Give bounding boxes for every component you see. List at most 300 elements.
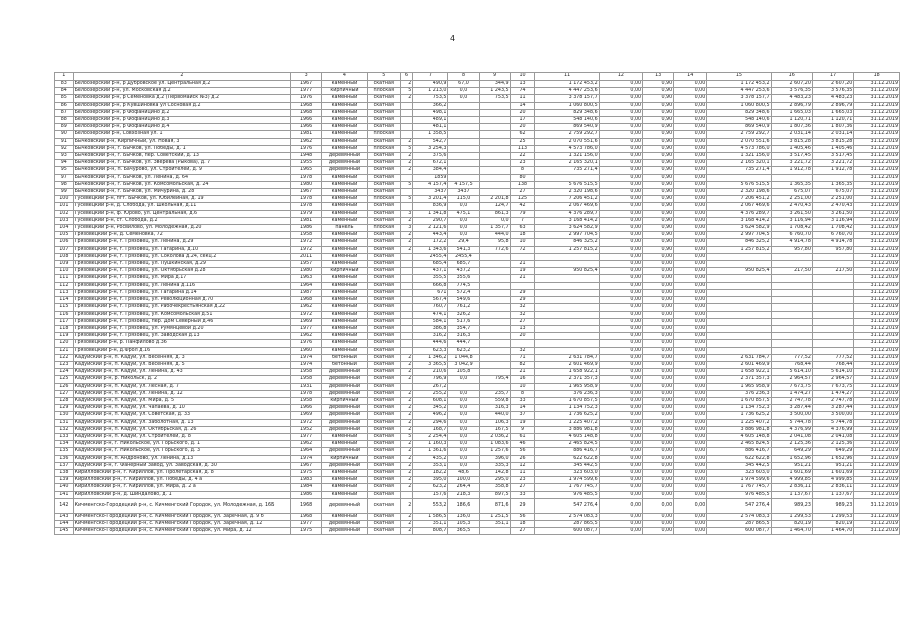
table-cell: 0,00 [643, 397, 674, 404]
table-cell: 0,00 [674, 117, 707, 124]
table-cell: 1 670 857,5 [707, 397, 771, 404]
table-cell: 186,6 [448, 498, 479, 513]
table-cell: 2 [400, 369, 412, 376]
table-cell: кирпичный [322, 88, 368, 95]
table-cell: 0,0 [448, 412, 479, 419]
table-cell: 3 365,5 [413, 361, 448, 368]
table-row [55, 477, 900, 484]
table-cell [707, 261, 771, 268]
table-cell: 671 [413, 289, 448, 296]
table-cell: 98 [55, 181, 74, 188]
table-cell: 0,00 [674, 491, 707, 498]
table-cell: 437,1 [413, 268, 448, 275]
table-cell: 0,00 [643, 361, 674, 368]
table-cell: скатная [367, 390, 400, 397]
table-cell: 559,8 [479, 397, 510, 404]
table-cell [479, 282, 510, 289]
table-cell: каменный [322, 469, 368, 476]
table-cell: 444,7 [448, 340, 479, 347]
table-cell: 5 744,78 [812, 419, 853, 426]
table-cell: 0,00 [674, 333, 707, 340]
table-cell: 12 [510, 462, 535, 469]
table-cell: 0,0 [448, 376, 479, 383]
table-cell: 1 767 745,7 [707, 484, 771, 491]
table-cell: деревянный [322, 419, 368, 426]
table-cell: скатная [367, 289, 400, 296]
table-cell [510, 253, 535, 260]
table-cell: 2 997 704,5 [535, 232, 599, 239]
table-cell [535, 289, 599, 296]
table-cell: Кадуйский р-н, п. Кадуй, ул. Лесная, д. 7 [73, 383, 290, 390]
table-cell: 157,6 [413, 491, 448, 498]
table-cell: скатная [367, 347, 400, 354]
table-cell: 210,6 [413, 369, 448, 376]
table-cell: 1 405,46 [771, 145, 812, 152]
table-cell: 4 157,5 [448, 181, 479, 188]
table-cell: 104 [55, 225, 74, 232]
table-row [55, 318, 900, 325]
table-cell: 5 [400, 88, 412, 95]
table-cell [479, 181, 510, 188]
table-cell: 2 [400, 405, 412, 412]
table-cell: 3 254,3 [413, 145, 448, 152]
table-cell: 548 140,6 [707, 117, 771, 124]
table-cell [812, 289, 853, 296]
table-cell: 316,3 [448, 333, 479, 340]
table-cell: 1 257,6 [479, 448, 510, 455]
table-cell: каменный [322, 81, 368, 88]
table-cell: 950 825,4 [707, 268, 771, 275]
table-cell: 0,00 [674, 138, 707, 145]
table-cell: 2 [400, 239, 412, 246]
table-cell: 0,00 [674, 109, 707, 116]
table-cell: 768,44 [812, 361, 853, 368]
table-cell: 1 257 815,2 [535, 246, 599, 253]
table-cell: 2455,4 [413, 253, 448, 260]
table-cell: 623,2 [413, 484, 448, 491]
table-cell: 0,00 [674, 477, 707, 484]
table-cell: 2 470,43 [771, 203, 812, 210]
table-cell: Белоозерский р-н, ул. Московская д.2 [73, 88, 290, 95]
table-cell: 108 [55, 253, 74, 260]
table-cell: 335,3 [479, 462, 510, 469]
table-cell [479, 253, 510, 260]
table-cell: 0,00 [674, 419, 707, 426]
table-cell: 1 060 800,5 [535, 102, 599, 109]
table-cell: скатная [367, 513, 400, 520]
table-cell: 846 325,2 [707, 239, 771, 246]
table-cell: 0,00 [599, 397, 642, 404]
table-cell: 0,00 [643, 311, 674, 318]
table-cell: каменный [322, 282, 368, 289]
table-cell: 768,44 [771, 361, 812, 368]
table-cell: Грязовецкий р-н, г. Грязовец, ул. Ленина, д.29 [73, 239, 290, 246]
table-cell: каменный [322, 253, 368, 260]
table-cell: Грязовецкий р-н, г. Грязовец, ул. Ленина д.116 [73, 282, 290, 289]
table-cell: 27 [510, 318, 535, 325]
table-cell: 2 964,57 [812, 376, 853, 383]
table-cell: 290,7 [413, 217, 448, 224]
table-cell: 0,90 [643, 102, 674, 109]
table-cell: 22 [510, 153, 535, 160]
table-cell: 0,00 [674, 469, 707, 476]
table-cell: 2 371 357,3 [707, 376, 771, 383]
table-cell: Кадуйский р-н, п. Кадуй, ул. Заболотная, д. 13 [73, 419, 290, 426]
table-cell [400, 347, 412, 354]
table-cell [479, 167, 510, 174]
table-cell: 295,0 [479, 477, 510, 484]
table-cell: 0,00 [643, 528, 674, 535]
table-cell: 871,6 [479, 498, 510, 513]
table-cell [479, 145, 510, 152]
table-cell: 0,00 [643, 433, 674, 440]
table-cell: каменный [322, 117, 368, 124]
table-cell: деревянный [322, 167, 368, 174]
table-cell: 0,00 [674, 232, 707, 239]
table-cell: 351,1 [413, 520, 448, 527]
table-cell: 1962 [291, 441, 322, 448]
table-cell: 83 [55, 81, 74, 88]
table-row [55, 311, 900, 318]
table-cell [535, 261, 599, 268]
table-cell: деревянный [322, 390, 368, 397]
table-cell: 0,00 [674, 167, 707, 174]
table-cell: 1 361,6 [413, 448, 448, 455]
table-cell: 31.12.2019 [854, 484, 900, 491]
table-cell: 0,00 [599, 369, 642, 376]
table-cell [535, 333, 599, 340]
table-cell [479, 160, 510, 167]
table-cell: 396,0 [479, 455, 510, 462]
table-cell: 950 825,4 [535, 268, 599, 275]
table-row [55, 354, 900, 361]
table-row [55, 390, 900, 397]
table-cell: 0,00 [674, 131, 707, 138]
table-cell: 474,1 [413, 311, 448, 318]
table-cell: скатная [367, 282, 400, 289]
table-cell: 600 087,7 [535, 528, 599, 535]
table-cell: каменный [322, 174, 368, 181]
table-cell: 33 [510, 491, 535, 498]
table-cell: 326,2 [448, 311, 479, 318]
table-row [55, 419, 900, 426]
table-cell: 3 378 157,7 [707, 95, 771, 102]
table-cell: каменный [322, 333, 368, 340]
table-cell: 1972 [291, 311, 322, 318]
table-cell: 87 [55, 109, 74, 116]
table-cell [479, 304, 510, 311]
table-cell: 31.12.2019 [854, 282, 900, 289]
table-cell: 0,00 [674, 253, 707, 260]
table-cell: 127 [55, 390, 74, 397]
table-cell [479, 189, 510, 196]
table-cell: 140 [55, 484, 74, 491]
table-cell: 31.12.2019 [854, 412, 900, 419]
table-cell [400, 282, 412, 289]
table-cell: 19 [510, 419, 535, 426]
table-cell: 1948 [291, 153, 322, 160]
table-cell: 753,5 [479, 95, 510, 102]
table-cell: 1 912,78 [812, 167, 853, 174]
table-cell [812, 275, 853, 282]
table-cell: 5 [400, 196, 412, 203]
table-cell [448, 124, 479, 131]
table-cell [479, 325, 510, 332]
page-number: 4 [449, 34, 456, 43]
table-cell: 1 974 599,6 [707, 477, 771, 484]
table-cell: 989,23 [812, 498, 853, 513]
table-cell [707, 289, 771, 296]
table-cell: 443,4 [413, 232, 448, 239]
table-cell: 106 [55, 239, 74, 246]
table-cell: 0,0 [448, 433, 479, 440]
table-cell: 897,5 [479, 491, 510, 498]
table-cell: 168,7 [413, 426, 448, 433]
table-cell: 376 236,3 [535, 390, 599, 397]
table-cell [479, 153, 510, 160]
table-cell: 0,00 [674, 246, 707, 253]
table-cell: 666,8 [413, 282, 448, 289]
table-cell: 0,00 [674, 160, 707, 167]
table-cell: скатная [367, 95, 400, 102]
table-cell: 2 254,4 [413, 433, 448, 440]
table-cell: 1 405,46 [812, 145, 853, 152]
table-cell: деревянный [322, 369, 368, 376]
table-cell: 548 140,6 [535, 117, 599, 124]
table-cell [400, 318, 412, 325]
table-cell: 0,00 [643, 340, 674, 347]
table-cell: 0,00 [643, 347, 674, 354]
table-cell [771, 282, 812, 289]
table-cell: 1987 [291, 289, 322, 296]
table-cell: 0,00 [674, 397, 707, 404]
table-cell: 1978 [291, 390, 322, 397]
table-cell: 0,0 [479, 217, 510, 224]
table-cell: скатная [367, 124, 400, 131]
table-cell: 9 [510, 426, 535, 433]
table-cell: 105,8 [448, 369, 479, 376]
table-cell: 120 [55, 340, 74, 347]
table-cell: 384,4 [413, 167, 448, 174]
table-cell: 0,00 [599, 297, 642, 304]
table-cell: 0,00 [599, 131, 642, 138]
table-cell: 829 348,6 [707, 109, 771, 116]
table-cell [400, 117, 412, 124]
table-cell: 0,00 [674, 225, 707, 232]
table-cell: 267,2 [413, 383, 448, 390]
table-cell: 542,7 [413, 138, 448, 145]
table-cell: 0,00 [599, 361, 642, 368]
table-cell: 31.12.2019 [854, 145, 900, 152]
table-cell: 0,00 [599, 253, 642, 260]
table-cell [479, 333, 510, 340]
table-cell: 0,00 [599, 261, 642, 268]
table-cell: 37 [510, 412, 535, 419]
table-cell: 112 [55, 282, 74, 289]
table-cell: 31.12.2019 [854, 340, 900, 347]
table-cell [479, 289, 510, 296]
table-cell: 0,00 [599, 225, 642, 232]
table-cell: 2 [400, 426, 412, 433]
table-cell: 0,00 [674, 433, 707, 440]
table-cell: 489,1 [413, 117, 448, 124]
table-cell: 0,90 [643, 95, 674, 102]
table-cell: 0,00 [643, 253, 674, 260]
table-cell: каменный [322, 325, 368, 332]
table-cell: 3 168 414,2 [707, 217, 771, 224]
table-cell: Белоозерский р-н, Совхозная ул. 1 [73, 131, 290, 138]
table-cell: 0,00 [599, 528, 642, 535]
table-cell: 0,00 [599, 181, 642, 188]
table-cell: 2455,4 [448, 253, 479, 260]
table-cell: 10 [510, 239, 535, 246]
table-cell: 2 836,11 [771, 484, 812, 491]
table-cell: 0,00 [674, 405, 707, 412]
table-cell: 1 767 745,7 [535, 484, 599, 491]
table-cell: 4 605 148,8 [707, 433, 771, 440]
table-cell: Кирилловский р-н, г. Кириллов, ул. Пролетарская, д. 8 [73, 469, 290, 476]
table-cell: 0,0 [448, 390, 479, 397]
table-cell: 31.12.2019 [854, 397, 900, 404]
table-cell [400, 261, 412, 268]
table-cell [771, 347, 812, 354]
table-cell: 0,00 [599, 426, 642, 433]
table-cell [400, 297, 412, 304]
table-row [55, 333, 900, 340]
table-cell: 139 [55, 477, 74, 484]
table-cell: 136 [55, 455, 74, 462]
table-cell: Кадуйский р-н, п. Кадуй, ул. Октябрьская, д. 26 [73, 426, 290, 433]
table-cell: 0,00 [599, 282, 642, 289]
table-cell: 1957 [291, 261, 322, 268]
table-cell: 94 [55, 160, 74, 167]
table-cell: 3 042,9 [448, 361, 479, 368]
table-cell: 2 371 357,3 [535, 376, 599, 383]
table-cell: 951,21 [812, 462, 853, 469]
table-cell: 4 483,23 [812, 95, 853, 102]
table-cell: 1967 [291, 189, 322, 196]
table-cell: 0,00 [674, 282, 707, 289]
table-cell: 957,80 [812, 246, 853, 253]
table-cell: 1 225 407,2 [707, 419, 771, 426]
table-cell: скатная [367, 361, 400, 368]
table-cell [479, 354, 510, 361]
table-row [55, 196, 900, 203]
table-cell: 2 [400, 441, 412, 448]
table-cell: Гусевецкий р-н, пгт. Бычков, ул. Юбилейная, д. 19 [73, 196, 290, 203]
table-cell: 105 [55, 232, 74, 239]
table-cell: 31.12.2019 [854, 153, 900, 160]
table-cell: 0,00 [643, 282, 674, 289]
table-cell: скатная [367, 109, 400, 116]
table-cell: 5 614,10 [812, 369, 853, 376]
table-cell: скатная [367, 383, 400, 390]
table-cell [812, 297, 853, 304]
table-cell: 1974 [291, 354, 322, 361]
table-cell: 0,90 [643, 181, 674, 188]
table-cell: 0,00 [643, 469, 674, 476]
table-cell [535, 311, 599, 318]
table-cell: 18 [510, 232, 535, 239]
table-cell: 1967 [291, 462, 322, 469]
table-cell: 735 271,4 [535, 167, 599, 174]
table-cell: 89 [55, 124, 74, 131]
table-cell: 3437 [413, 189, 448, 196]
table-row [55, 441, 900, 448]
table-cell: 0,90 [643, 153, 674, 160]
table-row [55, 513, 900, 520]
table-cell: 0,00 [599, 491, 642, 498]
table-cell: 2 067 469,6 [707, 203, 771, 210]
table-cell: каменный [322, 513, 368, 520]
table-cell: 0,00 [674, 498, 707, 513]
table-row [55, 347, 900, 354]
table-cell: Грязовецкий р-н, г. Грязовец, ул. Гагарина, д.10 [73, 246, 290, 253]
table-cell: скатная [367, 167, 400, 174]
header-cell: 10 [510, 73, 535, 81]
table-cell [771, 318, 812, 325]
table-cell [812, 347, 853, 354]
table-cell: 0,00 [674, 210, 707, 217]
table-cell: 672,1 [413, 160, 448, 167]
table-cell: Кирилловский р-н, г. Кириллов, ул. Мира, д. 2 а [73, 484, 290, 491]
table-cell: 2 070 551,6 [707, 138, 771, 145]
table-cell: 836,9 [413, 203, 448, 210]
table-cell: 128 [55, 397, 74, 404]
table-cell: 31.12.2019 [854, 462, 900, 469]
table-cell: 31.12.2019 [854, 311, 900, 318]
table-cell: 490,9 [413, 81, 448, 88]
table-cell: 31.12.2019 [854, 210, 900, 217]
table-cell: каменный [322, 318, 368, 325]
table-cell: кирпичный [322, 268, 368, 275]
header-cell: 4 [322, 73, 368, 81]
table-cell: Кадуйский р-н, п. Кадуй, ул. Ленина, д. 12 [73, 390, 290, 397]
table-cell: 4 999,85 [771, 477, 812, 484]
table-row [55, 232, 900, 239]
table-cell: каменный [322, 196, 368, 203]
table-cell: 2 [400, 232, 412, 239]
header-cell: 5 [367, 73, 400, 81]
table-cell: 1968 [291, 513, 322, 520]
table-cell: 4 376,99 [812, 426, 853, 433]
table-cell: 31.12.2019 [854, 369, 900, 376]
table-cell: 0,00 [674, 325, 707, 332]
table-cell: 71 [510, 354, 535, 361]
table-cell: 1 299,53 [771, 513, 812, 520]
table-cell [448, 160, 479, 167]
table-cell: 1964 [291, 282, 322, 289]
table-cell: 820,19 [771, 520, 812, 527]
table-cell: 31.12.2019 [854, 448, 900, 455]
table-cell [510, 340, 535, 347]
table-cell: 886 416,7 [535, 448, 599, 455]
table-cell: 1966 [291, 405, 322, 412]
table-cell: 0,00 [674, 81, 707, 88]
table-row [55, 160, 900, 167]
table-cell [479, 268, 510, 275]
table-cell: 808,7 [413, 528, 448, 535]
table-cell: 1 665,03 [812, 109, 853, 116]
table-cell: 2 631 784,7 [535, 354, 599, 361]
table-cell [479, 361, 510, 368]
table-cell: 56 [510, 513, 535, 520]
table-cell: 355,5 [413, 275, 448, 282]
table-cell: 1 137,67 [771, 491, 812, 498]
table-cell: 0,00 [674, 102, 707, 109]
table-cell: 3 287,44 [771, 405, 812, 412]
table-cell: 31.12.2019 [854, 181, 900, 188]
